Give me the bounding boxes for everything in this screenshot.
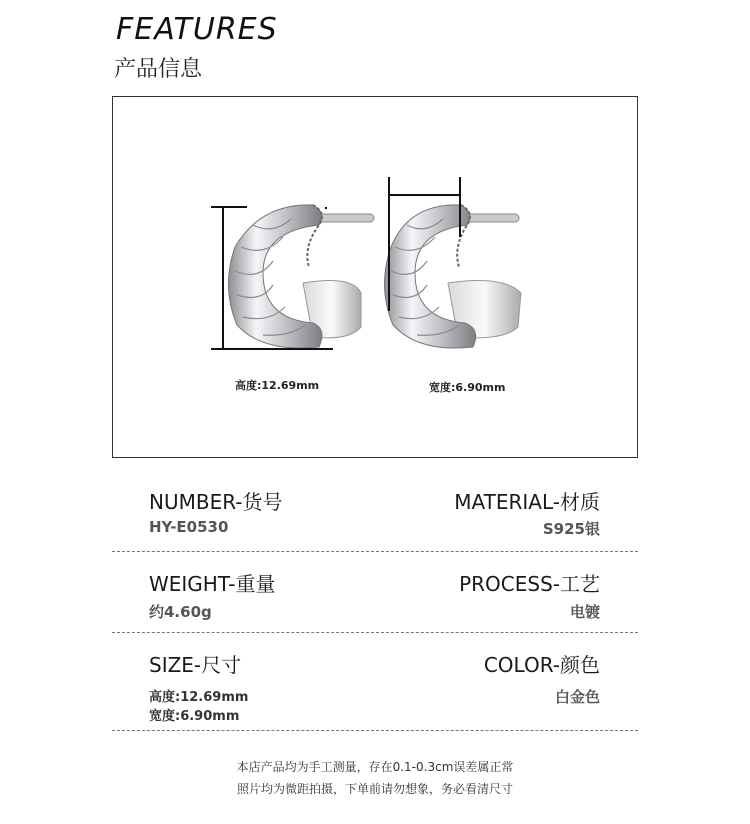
process-label: PROCESS-工艺 xyxy=(459,572,600,596)
left-earring xyxy=(228,205,374,348)
photo-width-label: 宽度:6.90mm xyxy=(429,381,506,394)
size-height-value: 高度:12.69mm xyxy=(149,690,249,705)
number-label: NUMBER-货号 xyxy=(149,490,283,514)
footer-note-2: 照片均为微距拍摄，下单前请勿想象，务必看清尺寸 xyxy=(236,782,513,796)
divider-2 xyxy=(112,632,638,633)
process-value: 电镀 xyxy=(569,603,600,621)
spec-row-number-material xyxy=(112,486,638,546)
weight-value: 约4.60g xyxy=(149,603,212,621)
color-value: 白金色 xyxy=(554,688,600,706)
size-width-value: 宽度:6.90mm xyxy=(149,709,240,724)
photo-height-label: 高度:12.69mm xyxy=(235,379,320,392)
color-label: COLOR-颜色 xyxy=(483,653,600,677)
number-value: HY-E0530 xyxy=(149,518,229,536)
weight-label: WEIGHT-重量 xyxy=(149,572,276,596)
divider-1 xyxy=(112,551,638,552)
right-earring xyxy=(384,205,521,348)
product-info-title: 产品信息 xyxy=(114,57,203,82)
spec-row-weight-process xyxy=(112,568,638,628)
earring-illustration xyxy=(113,97,639,459)
material-label: MATERIAL-材质 xyxy=(454,490,600,514)
features-title: FEATURES xyxy=(116,12,278,47)
material-value: S925银 xyxy=(542,520,600,538)
spec-row-size-color xyxy=(112,649,638,725)
divider-3 xyxy=(112,730,638,731)
footer-note-1: 本店产品均为手工测量，存在0.1-0.3cm误差属正常 xyxy=(236,760,514,774)
product-photo-frame xyxy=(112,96,638,458)
size-label: SIZE-尺寸 xyxy=(149,653,242,677)
